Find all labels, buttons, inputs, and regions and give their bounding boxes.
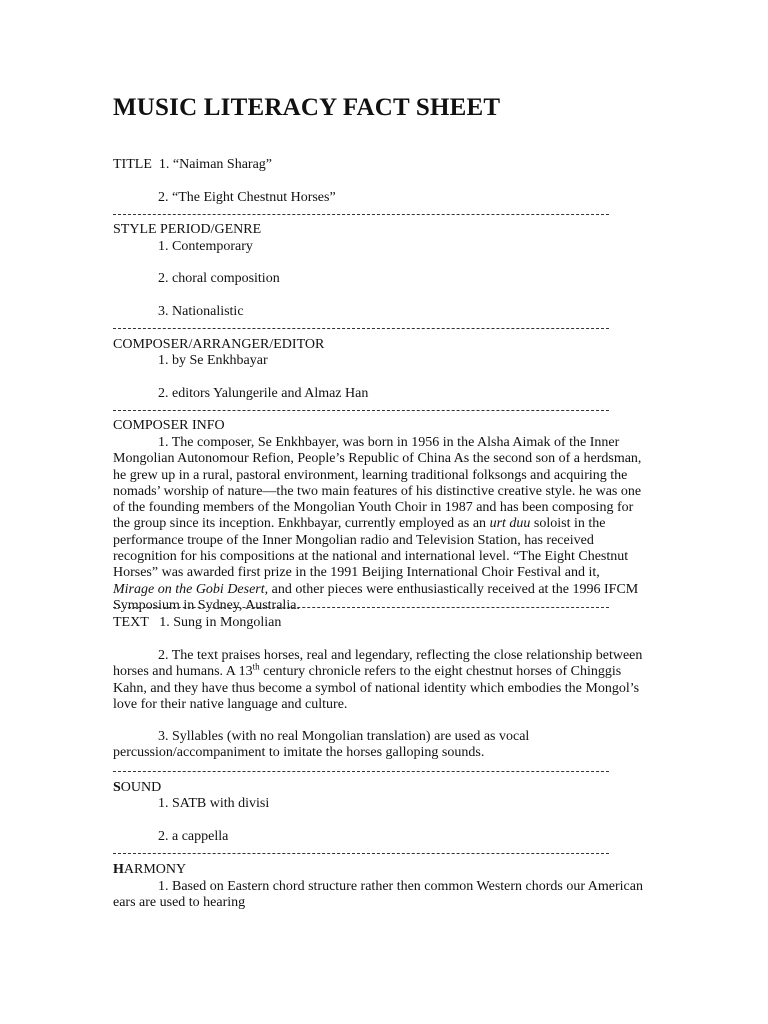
- harmony-item-1: [113, 879, 643, 912]
- title-item-2: 2. “The Eight Chestnut Horses”: [158, 190, 336, 205]
- composer-info-paragraph: [113, 435, 643, 614]
- section-divider: [113, 607, 609, 608]
- title-item-1: 1. “Naiman Sharag”: [158, 157, 272, 172]
- sound-section-label: [113, 780, 161, 797]
- style-section-label: STYLE PERIOD/GENRE: [113, 222, 262, 237]
- text-item-3-text: 3. Syllables (with no real Mongolian translation) are used as vocal percussion/accompaniment to imitate the horses galloping sounds.: [113, 729, 530, 761]
- composer-info-label: COMPOSER INFO: [113, 418, 225, 433]
- section-divider: [113, 771, 609, 772]
- title-section-line: [113, 157, 272, 174]
- page-title: MUSIC LITERACY FACT SHEET: [113, 94, 501, 121]
- sound-label-initial: S: [113, 780, 121, 795]
- text-section-label: TEXT: [113, 615, 149, 630]
- composer-info-text-3: and other pieces were enthusiastically received at the 1996 IFCM Symposium in Sydney, Australia.: [113, 581, 639, 613]
- sound-label-rest: OUND: [120, 780, 162, 795]
- text-item-1: 1. Sung in Mongolian: [159, 615, 282, 630]
- section-divider: [113, 214, 609, 215]
- composer-info-text-2: soloist in the performance troupe of the Inner Mongolian radio and Television Station, has received recognition for his compositions at the national and international level. “The Eight Chestnut Horses” was awarded first prize in the 1991 Beijing International Choir Festival and it,: [113, 516, 629, 581]
- harmony-label-rest: ARMONY: [123, 862, 187, 877]
- text-item-3: [113, 729, 643, 762]
- composer-item-2: 2. editors Yalungerile and Almaz Han: [158, 386, 369, 401]
- style-item-2: 2. choral composition: [158, 271, 280, 286]
- composer-info-text-1: 1. The composer, Se Enkhbayer, was born in 1956 in the Alsha Aimak of the Inner Mongolian Autonomour Refion, People’s Republic of China As the second son of a herdsman, he grew up in a rural, pastoral environment, learning traditional folksongs and acquiring the nomads’ worship of nature—the two main features of his distinctive creative style. he was one of the founding members of the Mongolian Youth Choir in 1987 and has been composing for the group since its inception. Enkhbayar, currently employed as an: [113, 435, 642, 532]
- harmony-label-initial: H: [113, 862, 124, 877]
- harmony-item-1-text: 1. Based on Eastern chord structure rather then common Western chords our American ears are used to hearing: [113, 879, 643, 911]
- section-divider: [113, 410, 609, 411]
- text-item-2: [113, 648, 643, 713]
- composer-item-1: 1. by Se Enkhbayar: [158, 353, 268, 368]
- text-item-2-a: 2. The text praises horses, real and legendary, reflecting the close relationship between horses and humans. A 13: [113, 648, 643, 680]
- text-item-2-sup: th: [252, 661, 260, 672]
- harmony-section-label: [113, 862, 186, 879]
- style-item-1: 1. Contemporary: [158, 239, 253, 254]
- text-item-2-b: century chronicle refers to the eight chestnut horses of Chinggis Kahn, and they have thus become a symbol of national identity which embodies the Mongol’s love for their native language and culture.: [113, 664, 640, 712]
- text-section-line: [113, 615, 281, 632]
- composer-info-italic-1: urt duu: [489, 516, 531, 532]
- sound-item-2: 2. a cappella: [158, 829, 229, 844]
- composer-info-italic-2: Mirage on the Gobi Desert,: [113, 581, 269, 597]
- section-divider: [113, 328, 609, 329]
- title-section-label: TITLE: [113, 157, 152, 172]
- sound-item-1: 1. SATB with divisi: [158, 796, 270, 811]
- composer-section-label: COMPOSER/ARRANGER/EDITOR: [113, 337, 325, 352]
- section-divider: [113, 853, 609, 854]
- style-item-3: 3. Nationalistic: [158, 304, 244, 319]
